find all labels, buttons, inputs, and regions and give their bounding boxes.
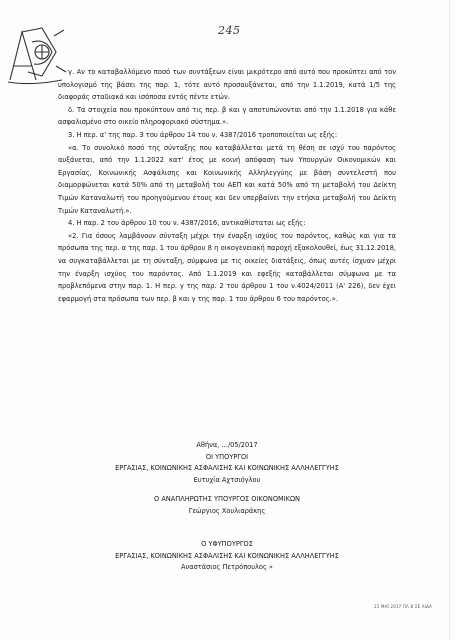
scan-stamp: 15 ΜΑΪ 2017 ΠΛ Β ΣΕ ΛΙΔΑ [374, 604, 432, 609]
signature-block-3 [58, 539, 396, 574]
paragraph-gamma: γ. Αν το καταβαλλόμενο ποσό των συντάξεων είναι μικρότερο από αυτό που προκύπτει από τον υπολογισμό της βάσει της παρ. 1, τότε αυτό προσαυξάνεται, από την 1.1.2019, κατά 1/5 της διαφοράς σταδιακά και ισόποσα εντός πέντε ετών. [58, 68, 396, 102]
place-date: Αθήνα, …/05/2017 [196, 441, 258, 449]
paragraph-4-2: «2. Για όσους λαμβάνουν σύνταξη μέχρι την έναρξη ισχύος του παρόντος, καθώς και για τα πρόσωπα της περ. α της παρ. 1 του άρθρου 8 η οικογενειακή παροχή εξακολουθεί, έως 31.12.2018, να συγκαταβάλλεται με τη σύνταξη, σύμφωνα με τις οικείες διατάξεις, όπως αυτές ίσχυαν μέχρι την έναρξη ισχύος του παρόντος. Από 1.1.2019 και εφεξής καταβάλλεται σύμφωνα με τα προβλεπόμενα στην παρ. 1. Η περ. γ της παρ. 2 του άρθρου 1 του ν.4024/2011 (Α' 226), δεν έχει εφαρμογή στα πρόσωπα των περ. β και γ της παρ. 1 του άρθρου 6 του παρόντος.». [58, 231, 396, 303]
paragraph-3: 3. Η περ. α' της παρ. 3 του άρθρου 14 του ν. 4387/2016 τροποποιείται ως εξής: [68, 130, 338, 139]
scan-edge-line [449, 0, 450, 640]
paragraph-4: 4. Η παρ. 2 του άρθρου 10 του ν. 4387/2016, αντικαθίσταται ως εξής: [68, 219, 306, 228]
signatory-role-3: Ο ΥΦΥΠΟΥΡΓΟΣ [201, 540, 253, 548]
paragraph-delta: δ. Τα στοιχεία που προκύπτουν από τις περ. β και γ αποτυπώνονται από την 1.1.2018 για κάθε ασφαλισμένο στο οικείο πληροφοριακό σύστημα.». [58, 105, 396, 127]
handwritten-page-number: 245 [218, 24, 241, 37]
signature-block-1 [58, 440, 396, 486]
signatory-name-3: Αναστάσιος Πετρόπουλος » [181, 563, 273, 572]
ministry-name-1: ΕΡΓΑΣΙΑΣ, ΚΟΙΝΩΝΙΚΗΣ ΑΣΦΑΛΙΣΗΣ ΚΑΙ ΚΟΙΝΩΝΙΚΗΣ ΑΛΛΗΛΕΓΓΥΗΣ [115, 464, 339, 473]
paragraph-3-alpha: «α. Το συνολικό ποσό της σύνταξης που καταβάλλεται μετά τη θέση σε ισχύ του παρόντος αυξάνεται, από την 1.1.2022 κατ' έτος με κοινή απόφαση των Υπουργών Οικονομικών και Εργασίας, Κοινωνικής Ασφάλισης και Κοινωνικής Αλληλεγγύης με βάση συντελεστή που διαμορφώνεται κατά 50% από τη μεταβολή του ΑΕΠ και κατά 50% από τη μεταβολή του Δείκτη Τιμών Καταναλωτή του προηγούμενου έτους και δεν υπερβαίνει την ετήσια μεταβολή του Δείκτη Τιμών Καταναλωτή.». [58, 143, 396, 215]
ministry-name-3: ΕΡΓΑΣΙΑΣ, ΚΟΙΝΩΝΙΚΗΣ ΑΣΦΑΛΙΣΗΣ ΚΑΙ ΚΟΙΝΩΝΙΚΗΣ ΑΛΛΗΛΕΓΓΥΗΣ [115, 551, 339, 560]
signatory-role-2: Ο ΑΝΑΠΛΗΡΩΤΗΣ ΥΠΟΥΡΓΟΣ ΟΙΚΟΝΟΜΙΚΩΝ [154, 495, 300, 503]
ministers-heading: ΟΙ ΥΠΟΥΡΓΟΙ [205, 452, 249, 461]
signatory-name-2: Γεώργιος Χουλιαράκης [188, 506, 266, 515]
signatory-name-1: Ευτυχία Αχτσιόγλου [193, 475, 261, 484]
document-body [58, 66, 396, 305]
signature-block-2 [58, 494, 396, 517]
